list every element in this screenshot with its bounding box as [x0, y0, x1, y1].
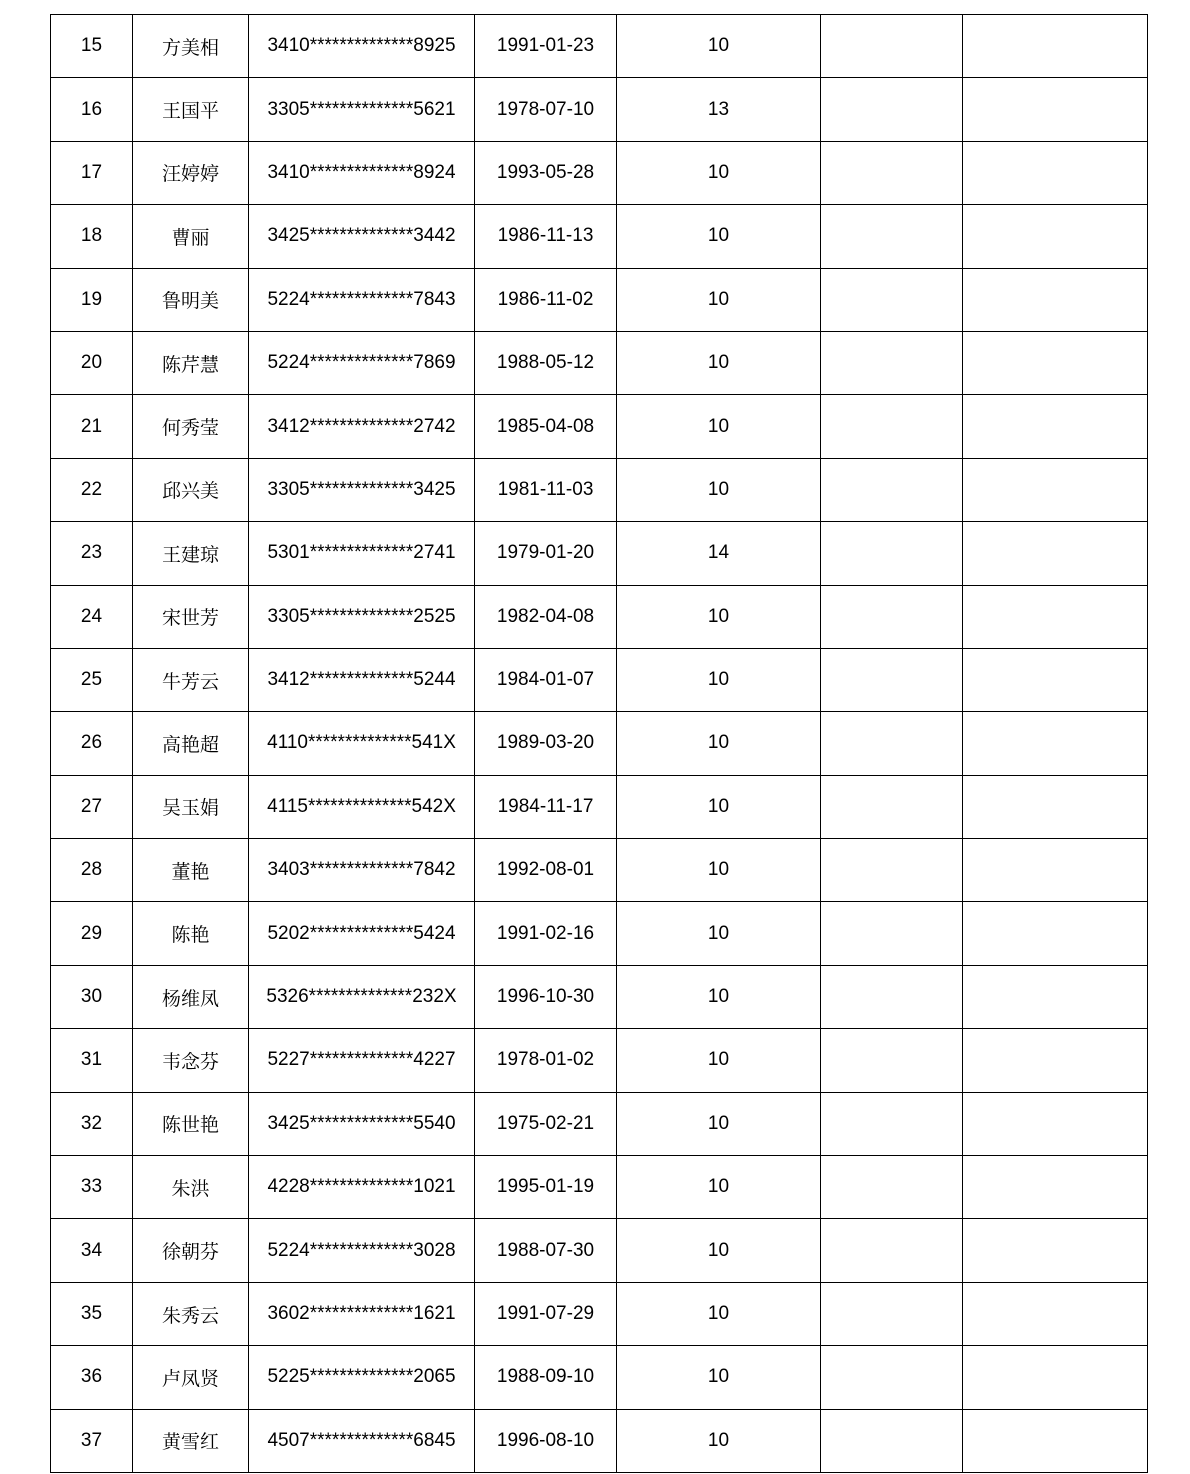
blank-cell [963, 1346, 1148, 1409]
blank-cell [963, 1029, 1148, 1092]
name-cell: 王建琼 [133, 522, 249, 585]
row-number-cell: 17 [51, 141, 133, 204]
table-row [51, 1092, 1148, 1155]
row-number-cell: 16 [51, 78, 133, 141]
blank-cell [963, 1282, 1148, 1345]
blank-cell [963, 839, 1148, 902]
blank-cell [963, 1092, 1148, 1155]
birth-date-cell: 1984-11-17 [475, 775, 617, 838]
blank-cell [963, 775, 1148, 838]
id-number-cell: 5202**************5424 [249, 902, 475, 965]
name-cell: 陈芹慧 [133, 331, 249, 394]
blank-cell [821, 1156, 963, 1219]
row-number-cell: 29 [51, 902, 133, 965]
blank-cell [963, 965, 1148, 1028]
blank-cell [963, 585, 1148, 648]
row-number-cell: 24 [51, 585, 133, 648]
name-cell: 卢凤贤 [133, 1346, 249, 1409]
blank-cell [963, 1409, 1148, 1472]
blank-cell [821, 1219, 963, 1282]
blank-cell [821, 1092, 963, 1155]
table-row [51, 902, 1148, 965]
birth-date-cell: 1996-10-30 [475, 965, 617, 1028]
id-number-cell: 3410**************8925 [249, 15, 475, 78]
row-number-cell: 18 [51, 205, 133, 268]
birth-date-cell: 1986-11-13 [475, 205, 617, 268]
years-cell: 10 [617, 965, 821, 1028]
id-number-cell: 5224**************7869 [249, 331, 475, 394]
row-number-cell: 26 [51, 712, 133, 775]
name-cell: 吴玉娟 [133, 775, 249, 838]
name-cell: 邱兴美 [133, 458, 249, 521]
years-cell: 14 [617, 522, 821, 585]
id-number-cell: 5224**************3028 [249, 1219, 475, 1282]
birth-date-cell: 1995-01-19 [475, 1156, 617, 1219]
table-row [51, 1156, 1148, 1219]
years-cell: 10 [617, 1282, 821, 1345]
id-number-cell: 3403**************7842 [249, 839, 475, 902]
years-cell: 10 [617, 458, 821, 521]
row-number-cell: 20 [51, 331, 133, 394]
birth-date-cell: 1982-04-08 [475, 585, 617, 648]
name-cell: 宋世芳 [133, 585, 249, 648]
blank-cell [821, 395, 963, 458]
row-number-cell: 37 [51, 1409, 133, 1472]
id-number-cell: 4507**************6845 [249, 1409, 475, 1472]
years-cell: 10 [617, 1409, 821, 1472]
table-row [51, 839, 1148, 902]
years-cell: 10 [617, 1092, 821, 1155]
birth-date-cell: 1988-09-10 [475, 1346, 617, 1409]
birth-date-cell: 1985-04-08 [475, 395, 617, 458]
blank-cell [963, 712, 1148, 775]
roster-table [50, 14, 1148, 1473]
row-number-cell: 28 [51, 839, 133, 902]
table-row [51, 712, 1148, 775]
birth-date-cell: 1991-02-16 [475, 902, 617, 965]
id-number-cell: 5225**************2065 [249, 1346, 475, 1409]
years-cell: 10 [617, 15, 821, 78]
blank-cell [963, 522, 1148, 585]
table-row [51, 585, 1148, 648]
blank-cell [963, 78, 1148, 141]
years-cell: 10 [617, 141, 821, 204]
years-cell: 10 [617, 1156, 821, 1219]
table-row [51, 648, 1148, 711]
blank-cell [821, 839, 963, 902]
blank-cell [963, 458, 1148, 521]
table-row [51, 395, 1148, 458]
blank-cell [963, 902, 1148, 965]
row-number-cell: 27 [51, 775, 133, 838]
blank-cell [821, 15, 963, 78]
birth-date-cell: 1986-11-02 [475, 268, 617, 331]
id-number-cell: 5224**************7843 [249, 268, 475, 331]
table-row [51, 141, 1148, 204]
table-row [51, 1029, 1148, 1092]
blank-cell [963, 395, 1148, 458]
blank-cell [821, 78, 963, 141]
blank-cell [821, 1409, 963, 1472]
blank-cell [821, 458, 963, 521]
years-cell: 13 [617, 78, 821, 141]
birth-date-cell: 1979-01-20 [475, 522, 617, 585]
name-cell: 徐朝芬 [133, 1219, 249, 1282]
id-number-cell: 4110**************541X [249, 712, 475, 775]
id-number-cell: 4228**************1021 [249, 1156, 475, 1219]
blank-cell [963, 141, 1148, 204]
years-cell: 10 [617, 1346, 821, 1409]
row-number-cell: 32 [51, 1092, 133, 1155]
blank-cell [963, 648, 1148, 711]
row-number-cell: 36 [51, 1346, 133, 1409]
birth-date-cell: 1991-07-29 [475, 1282, 617, 1345]
row-number-cell: 31 [51, 1029, 133, 1092]
years-cell: 10 [617, 775, 821, 838]
blank-cell [963, 1219, 1148, 1282]
birth-date-cell: 1981-11-03 [475, 458, 617, 521]
name-cell: 方美相 [133, 15, 249, 78]
birth-date-cell: 1996-08-10 [475, 1409, 617, 1472]
table-row [51, 1219, 1148, 1282]
row-number-cell: 30 [51, 965, 133, 1028]
name-cell: 何秀莹 [133, 395, 249, 458]
table-row [51, 775, 1148, 838]
blank-cell [821, 1282, 963, 1345]
name-cell: 董艳 [133, 839, 249, 902]
row-number-cell: 25 [51, 648, 133, 711]
id-number-cell: 3602**************1621 [249, 1282, 475, 1345]
blank-cell [821, 712, 963, 775]
years-cell: 10 [617, 268, 821, 331]
name-cell: 陈艳 [133, 902, 249, 965]
birth-date-cell: 1988-05-12 [475, 331, 617, 394]
birth-date-cell: 1975-02-21 [475, 1092, 617, 1155]
id-number-cell: 3410**************8924 [249, 141, 475, 204]
row-number-cell: 22 [51, 458, 133, 521]
roster-sheet [50, 14, 1147, 1473]
name-cell: 韦念芬 [133, 1029, 249, 1092]
id-number-cell: 3425**************5540 [249, 1092, 475, 1155]
table-row [51, 205, 1148, 268]
blank-cell [821, 141, 963, 204]
birth-date-cell: 1978-07-10 [475, 78, 617, 141]
id-number-cell: 3305**************5621 [249, 78, 475, 141]
years-cell: 10 [617, 902, 821, 965]
id-number-cell: 3412**************2742 [249, 395, 475, 458]
blank-cell [821, 648, 963, 711]
table-row [51, 458, 1148, 521]
blank-cell [963, 331, 1148, 394]
birth-date-cell: 1984-01-07 [475, 648, 617, 711]
name-cell: 王国平 [133, 78, 249, 141]
blank-cell [963, 15, 1148, 78]
table-row [51, 1282, 1148, 1345]
name-cell: 朱秀云 [133, 1282, 249, 1345]
years-cell: 10 [617, 205, 821, 268]
table-row [51, 268, 1148, 331]
id-number-cell: 3305**************3425 [249, 458, 475, 521]
name-cell: 杨维凤 [133, 965, 249, 1028]
name-cell: 朱洪 [133, 1156, 249, 1219]
row-number-cell: 34 [51, 1219, 133, 1282]
years-cell: 10 [617, 1029, 821, 1092]
years-cell: 10 [617, 648, 821, 711]
id-number-cell: 3425**************3442 [249, 205, 475, 268]
name-cell: 曹丽 [133, 205, 249, 268]
id-number-cell: 5326**************232X [249, 965, 475, 1028]
blank-cell [821, 331, 963, 394]
name-cell: 汪婷婷 [133, 141, 249, 204]
blank-cell [821, 1346, 963, 1409]
years-cell: 10 [617, 839, 821, 902]
name-cell: 牛芳云 [133, 648, 249, 711]
id-number-cell: 3305**************2525 [249, 585, 475, 648]
years-cell: 10 [617, 331, 821, 394]
table-row [51, 78, 1148, 141]
table-row [51, 522, 1148, 585]
years-cell: 10 [617, 1219, 821, 1282]
table-row [51, 331, 1148, 394]
table-row [51, 1346, 1148, 1409]
name-cell: 高艳超 [133, 712, 249, 775]
blank-cell [821, 268, 963, 331]
name-cell: 鲁明美 [133, 268, 249, 331]
row-number-cell: 23 [51, 522, 133, 585]
blank-cell [821, 902, 963, 965]
row-number-cell: 15 [51, 15, 133, 78]
birth-date-cell: 1988-07-30 [475, 1219, 617, 1282]
birth-date-cell: 1978-01-02 [475, 1029, 617, 1092]
birth-date-cell: 1993-05-28 [475, 141, 617, 204]
years-cell: 10 [617, 712, 821, 775]
blank-cell [963, 268, 1148, 331]
blank-cell [821, 775, 963, 838]
id-number-cell: 3412**************5244 [249, 648, 475, 711]
blank-cell [821, 585, 963, 648]
birth-date-cell: 1992-08-01 [475, 839, 617, 902]
row-number-cell: 35 [51, 1282, 133, 1345]
row-number-cell: 21 [51, 395, 133, 458]
id-number-cell: 5301**************2741 [249, 522, 475, 585]
name-cell: 陈世艳 [133, 1092, 249, 1155]
blank-cell [821, 205, 963, 268]
row-number-cell: 19 [51, 268, 133, 331]
birth-date-cell: 1989-03-20 [475, 712, 617, 775]
years-cell: 10 [617, 395, 821, 458]
birth-date-cell: 1991-01-23 [475, 15, 617, 78]
blank-cell [821, 965, 963, 1028]
name-cell: 黄雪红 [133, 1409, 249, 1472]
table-row [51, 1409, 1148, 1472]
blank-cell [963, 205, 1148, 268]
roster-body [51, 15, 1148, 1473]
table-row [51, 965, 1148, 1028]
id-number-cell: 4115**************542X [249, 775, 475, 838]
row-number-cell: 33 [51, 1156, 133, 1219]
blank-cell [963, 1156, 1148, 1219]
id-number-cell: 5227**************4227 [249, 1029, 475, 1092]
years-cell: 10 [617, 585, 821, 648]
table-row [51, 15, 1148, 78]
blank-cell [821, 1029, 963, 1092]
blank-cell [821, 522, 963, 585]
